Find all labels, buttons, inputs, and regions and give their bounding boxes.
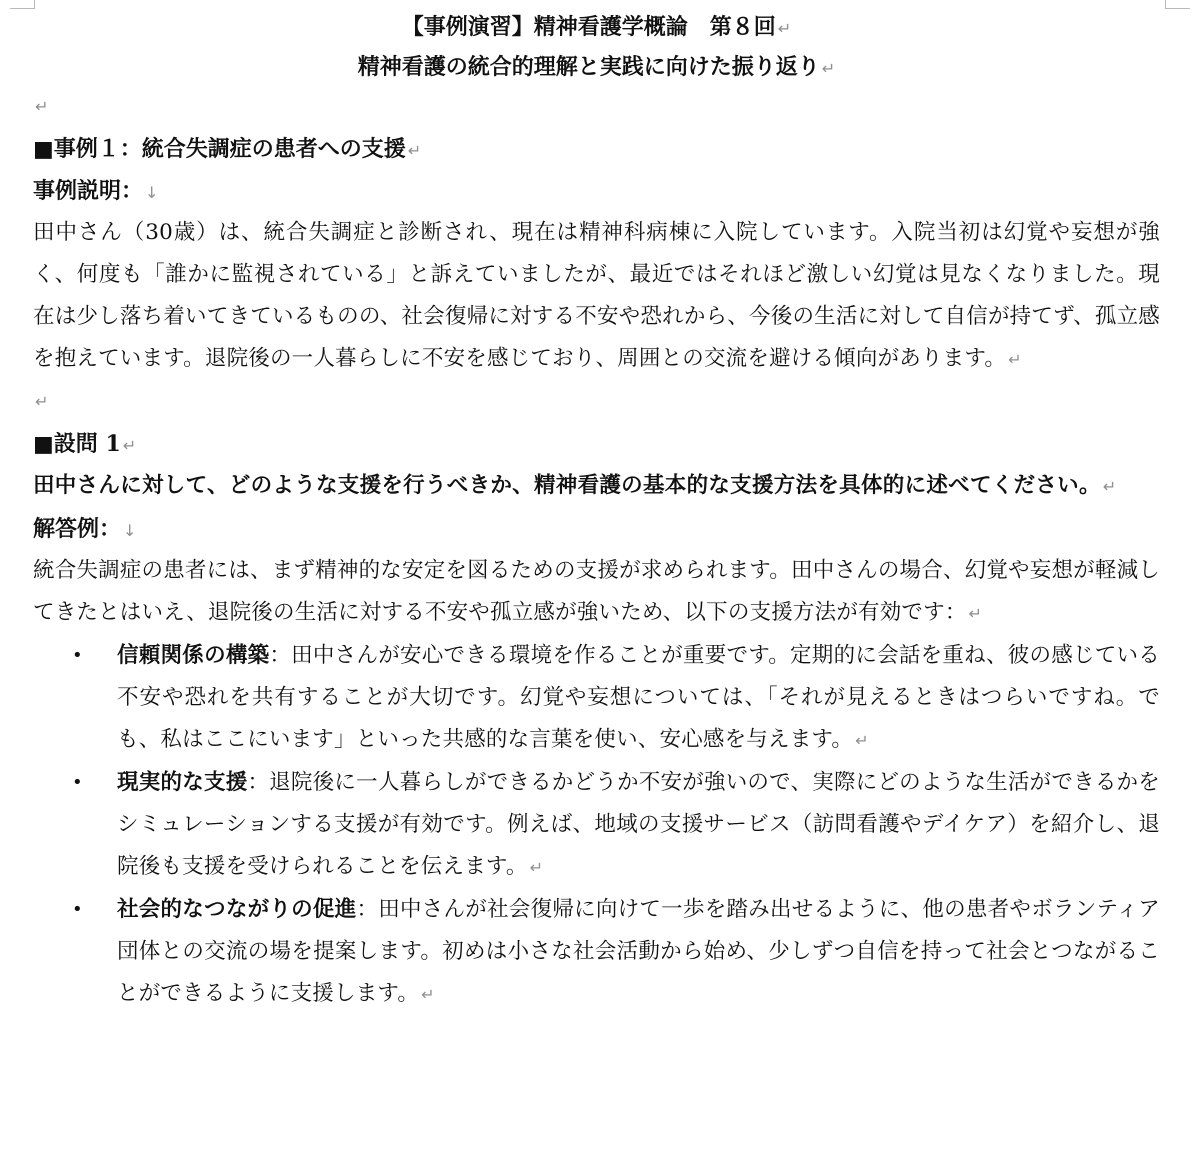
case1-heading-text: ■事例１：統合失調症の患者への支援 <box>33 136 406 162</box>
bullet-text: ：田中さんが安心できる環境を作ることが重要です。定期的に会話を重ね、彼の感じている不安や恐れを共有することが大切です。幻覚や妄想については、「それが見えるときはつらいですね。でも、私はここにいます」といった共感的な言葉を使い、安心感を与えます。 <box>117 643 1161 752</box>
paragraph-mark-icon: ↵ <box>421 985 435 1004</box>
paragraph-mark-icon: ↵ <box>1008 350 1022 369</box>
bullet-icon: • <box>72 645 83 666</box>
paragraph-mark-icon: ↵ <box>968 604 983 623</box>
answer-intro-text: 統合失調症の患者には、まず精神的な安定を図るための支援が求められます。田中さんの場合、幻覚や妄想が軽減してきたとはいえ、退院後の生活に対する不安や孤立感が強いため、以下の支援方法が有効です： <box>33 558 1160 625</box>
empty-paragraph <box>33 86 1160 128</box>
bullet-text: ：退院後に一人暮らしができるかどうか不安が強いので、実際にどのような生活ができるかをシミュレーションする支援が有効です。例えば、地域の支援サービス（訪問看護やデイケア）を紹介し、退院後も支援を受けられることを伝えます。 <box>117 770 1160 879</box>
paragraph-mark-icon: ↵ <box>855 731 869 750</box>
page-corner-mark-left <box>10 0 35 9</box>
line-break-mark-icon: ↓ <box>123 521 137 540</box>
answer-intro <box>33 550 1160 635</box>
bullet-icon: • <box>72 899 83 920</box>
paragraph-mark-icon: ↵ <box>1102 477 1117 496</box>
document-title-text: 【事例演習】精神看護学概論 第８回 <box>401 14 776 40</box>
paragraph-mark-icon: ↵ <box>821 59 836 78</box>
paragraph-mark-icon: ↵ <box>407 141 422 160</box>
answer-label-text: 解答例： <box>33 516 122 542</box>
document-subtitle-text: 精神看護の統合的理解と実践に向けた振り返り <box>357 54 820 80</box>
case1-description-label <box>33 170 1160 212</box>
paragraph-mark-icon: ↵ <box>529 858 544 877</box>
document-page <box>33 12 1160 1016</box>
empty-paragraph <box>33 381 1160 423</box>
list-item <box>33 889 1160 1016</box>
line-break-mark-icon: ↓ <box>145 183 159 202</box>
document-title <box>33 12 1160 44</box>
bullet-term: 信頼関係の構築 <box>117 643 270 668</box>
paragraph-mark-icon: ↵ <box>777 19 792 38</box>
bullet-text: ：田中さんが社会復帰に向けて一歩を踏み出せるように、他の患者やボランティア団体との交流の場を提案します。初めは小さな社会活動から始め、少しずつ自信を持って社会とつながることができるように支援します。 <box>117 897 1161 1006</box>
question1-text <box>33 465 1160 508</box>
list-item <box>33 635 1160 762</box>
answer-bullet-list <box>33 635 1160 1016</box>
case1-description <box>33 212 1160 381</box>
answer-label <box>33 508 1160 550</box>
case1-description-label-text: 事例説明： <box>33 178 144 204</box>
page-corner-mark-right <box>1165 0 1190 9</box>
question1-heading-text: ■設問 1 <box>33 431 121 457</box>
paragraph-mark-icon: ↵ <box>122 436 137 455</box>
case1-description-text: 田中さん（30歳）は、統合失調症と診断され、現在は精神科病棟に入院しています。入院当初は幻覚や妄想が強く、何度も「誰かに監視されている」と訴えていましたが、最近ではそれほど激しい幻覚は見なくなりました。現在は少し落ち着いてきているものの、社会復帰に対する不安や恐れから、今後の生活に対して自信が持てず、孤立感を抱えています。退院後の一人暮らしに不安を感じており、周囲との交流を避ける傾向があります。 <box>33 220 1160 371</box>
bullet-term: 社会的なつながりの促進 <box>117 897 357 922</box>
bullet-icon: • <box>72 772 83 793</box>
paragraph-mark-icon: ↵ <box>35 97 49 116</box>
document-subtitle <box>33 52 1160 86</box>
question1-text-content: 田中さんに対して、どのような支援を行うべきか、精神看護の基本的な支援方法を具体的に述べてください。 <box>33 473 1101 498</box>
bullet-term: 現実的な支援 <box>117 770 248 795</box>
case1-heading <box>33 128 1160 170</box>
list-item <box>33 762 1160 889</box>
paragraph-mark-icon: ↵ <box>35 392 49 411</box>
question1-heading <box>33 423 1160 465</box>
